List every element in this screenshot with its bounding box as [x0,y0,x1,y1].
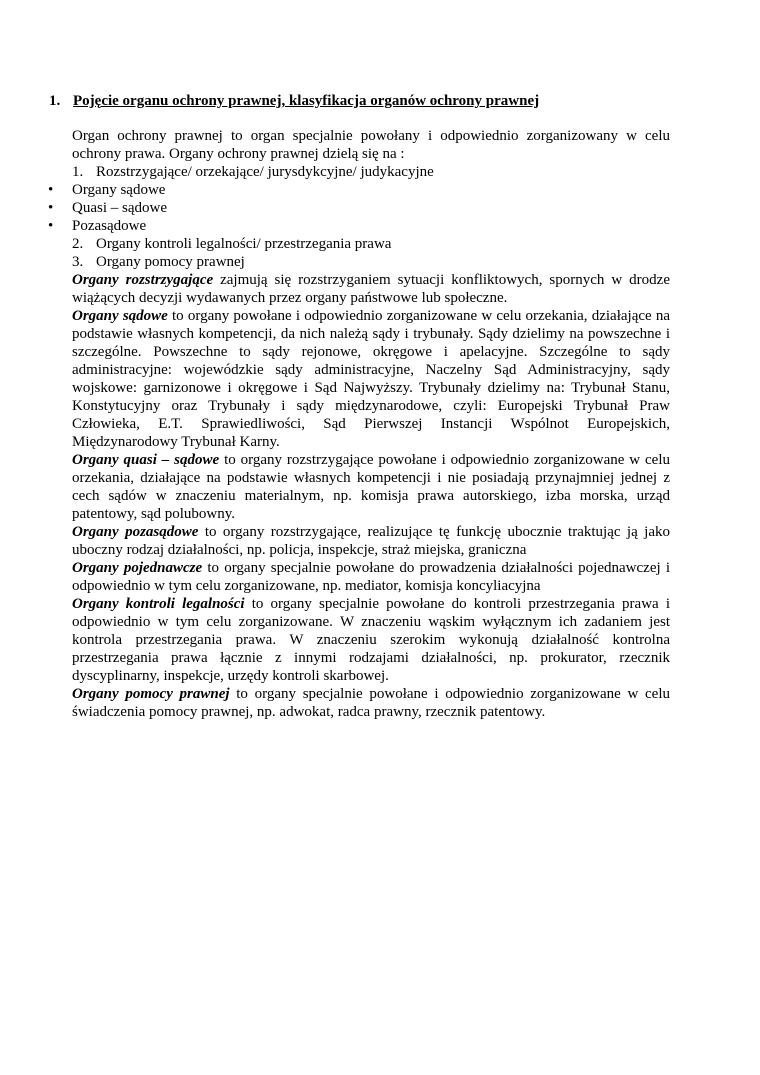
definition-term: Organy pomocy prawnej [72,686,230,702]
definition-term: Organy quasi – sądowe [72,452,220,468]
section-heading [49,92,669,110]
bullet-text: Pozasądowe [72,218,147,234]
definition-text: to organy powołane i odpowiednio zorganizowane w celu orzekania, działające na podstawie własnych kompetencji, da nich należą sądy i trybunały. Sądy dzielimy na powszechne i szczególne. Powszechne to sądy rejonowe, okręgowe i apelacyjne. Szczególne to sądy administracyjne: wojewódzkie sądy administracyjne, Naczelny Sąd Administracyjny, sądy wojskowe: garnizonowe i okręgowe i Sąd Najwyższy. Trybunały dzielimy na: Trybunał Stanu, Konstytucyjny oraz Trybunały i sądy międzynarodowe, czyli: Europejski Trybunał Praw Człowieka, E.T. Sprawiedliwości, Sąd Pierwszej Instancji Wspólnot Europejskich, Międzynarodowy Trybunał Karny. [72,308,670,450]
definition-organy-quasi-sadowe [72,451,670,523]
definition-term: Organy pozasądowe [72,524,199,540]
bullet-item-organy-sadowe [48,181,670,199]
definition-organy-pomocy-prawnej [72,685,670,721]
section-number: 1. [49,93,61,109]
intro-paragraph: Organ ochrony prawnej to organ specjalnie powołany i odpowiednio zorganizowany w celu ochrony prawa. Organy ochrony prawnej dzielą się na : [72,128,670,162]
definition-text: to organy specjalnie powołane i odpowiednio zorganizowane w celu świadczenia pomocy prawnej, np. adwokat, radca prawny, rzecznik patentowy. [72,686,670,720]
definition-text: to organy rozstrzygające powołane i odpowiednio zorganizowane w celu orzekania, działające na podstawie własnych kompetencji i nie posiadają przynajmniej jednej z cech sądów w znaczeniu materialnym, np. komisja prawa autorskiego, izba morska, urząd patentowy, sąd polubowny. [72,452,670,522]
bullet-icon: • [48,182,54,198]
section-title: Pojęcie organu ochrony prawnej, klasyfikacja organów ochrony prawnej [73,93,540,109]
item-number: 2. [72,236,84,252]
definition-text: to organy specjalnie powołane do kontroli przestrzegania prawa i odpowiednio w tym celu zorganizowane. W znaczeniu wąskim wyłącznym ich zadaniem jest kontrola przestrzegania prawa. W znaczeniu szerokim wykonują działalność kontrolna przestrzegania prawa łącznie z innymi rodzajami działalności, np. prokurator, rzecznik dyscyplinarny, inspekcje, urzędy kontroli skarbowej. [72,596,670,684]
bullet-icon: • [48,200,54,216]
item-number: 1. [72,164,84,180]
definition-organy-sadowe [72,307,670,451]
bullet-item-quasi-sadowe [48,199,670,217]
numbered-item-3 [72,253,670,271]
definition-organy-rozstrzygajace [72,271,670,307]
definition-term: Organy rozstrzygające [72,272,214,288]
definition-term: Organy kontroli legalności [72,596,245,612]
numbered-item-2 [72,235,670,253]
definition-text: to organy specjalnie powołane do prowadzenia działalności pojednawczej i odpowiednio w tym celu zorganizowane, np. mediator, komisja koncyliacyjna [72,560,670,594]
document-body [48,127,671,721]
definition-text: to organy rozstrzygające, realizujące tę funkcję ubocznie traktując ją jako uboczny rodzaj działalności, np. policja, inspekcje, straż miejska, graniczna [72,524,671,558]
item-text: Rozstrzygające/ orzekające/ jurysdykcyjne/ judykacyjne [96,164,434,180]
numbered-item-1 [72,163,670,181]
item-text: Organy kontroli legalności/ przestrzegania prawa [96,236,392,252]
bullet-icon: • [48,218,54,234]
definition-organy-pojednawcze [72,559,670,595]
definition-term: Organy pojednawcze [72,560,203,576]
item-number: 3. [72,254,84,270]
definition-text: zajmują się rozstrzyganiem sytuacji konfliktowych, spornych w drodze wiążących decyzji wydawanych przez organy państwowe lub społeczne. [72,272,670,306]
definition-term: Organy sądowe [72,308,168,324]
definition-organy-kontroli-legalnosci [72,595,670,685]
definition-organy-pozasadowe [72,523,670,559]
item-text: Organy pomocy prawnej [96,254,245,270]
bullet-item-pozasadowe [48,217,670,235]
bullet-text: Organy sądowe [72,182,166,198]
bullet-text: Quasi – sądowe [72,200,167,216]
